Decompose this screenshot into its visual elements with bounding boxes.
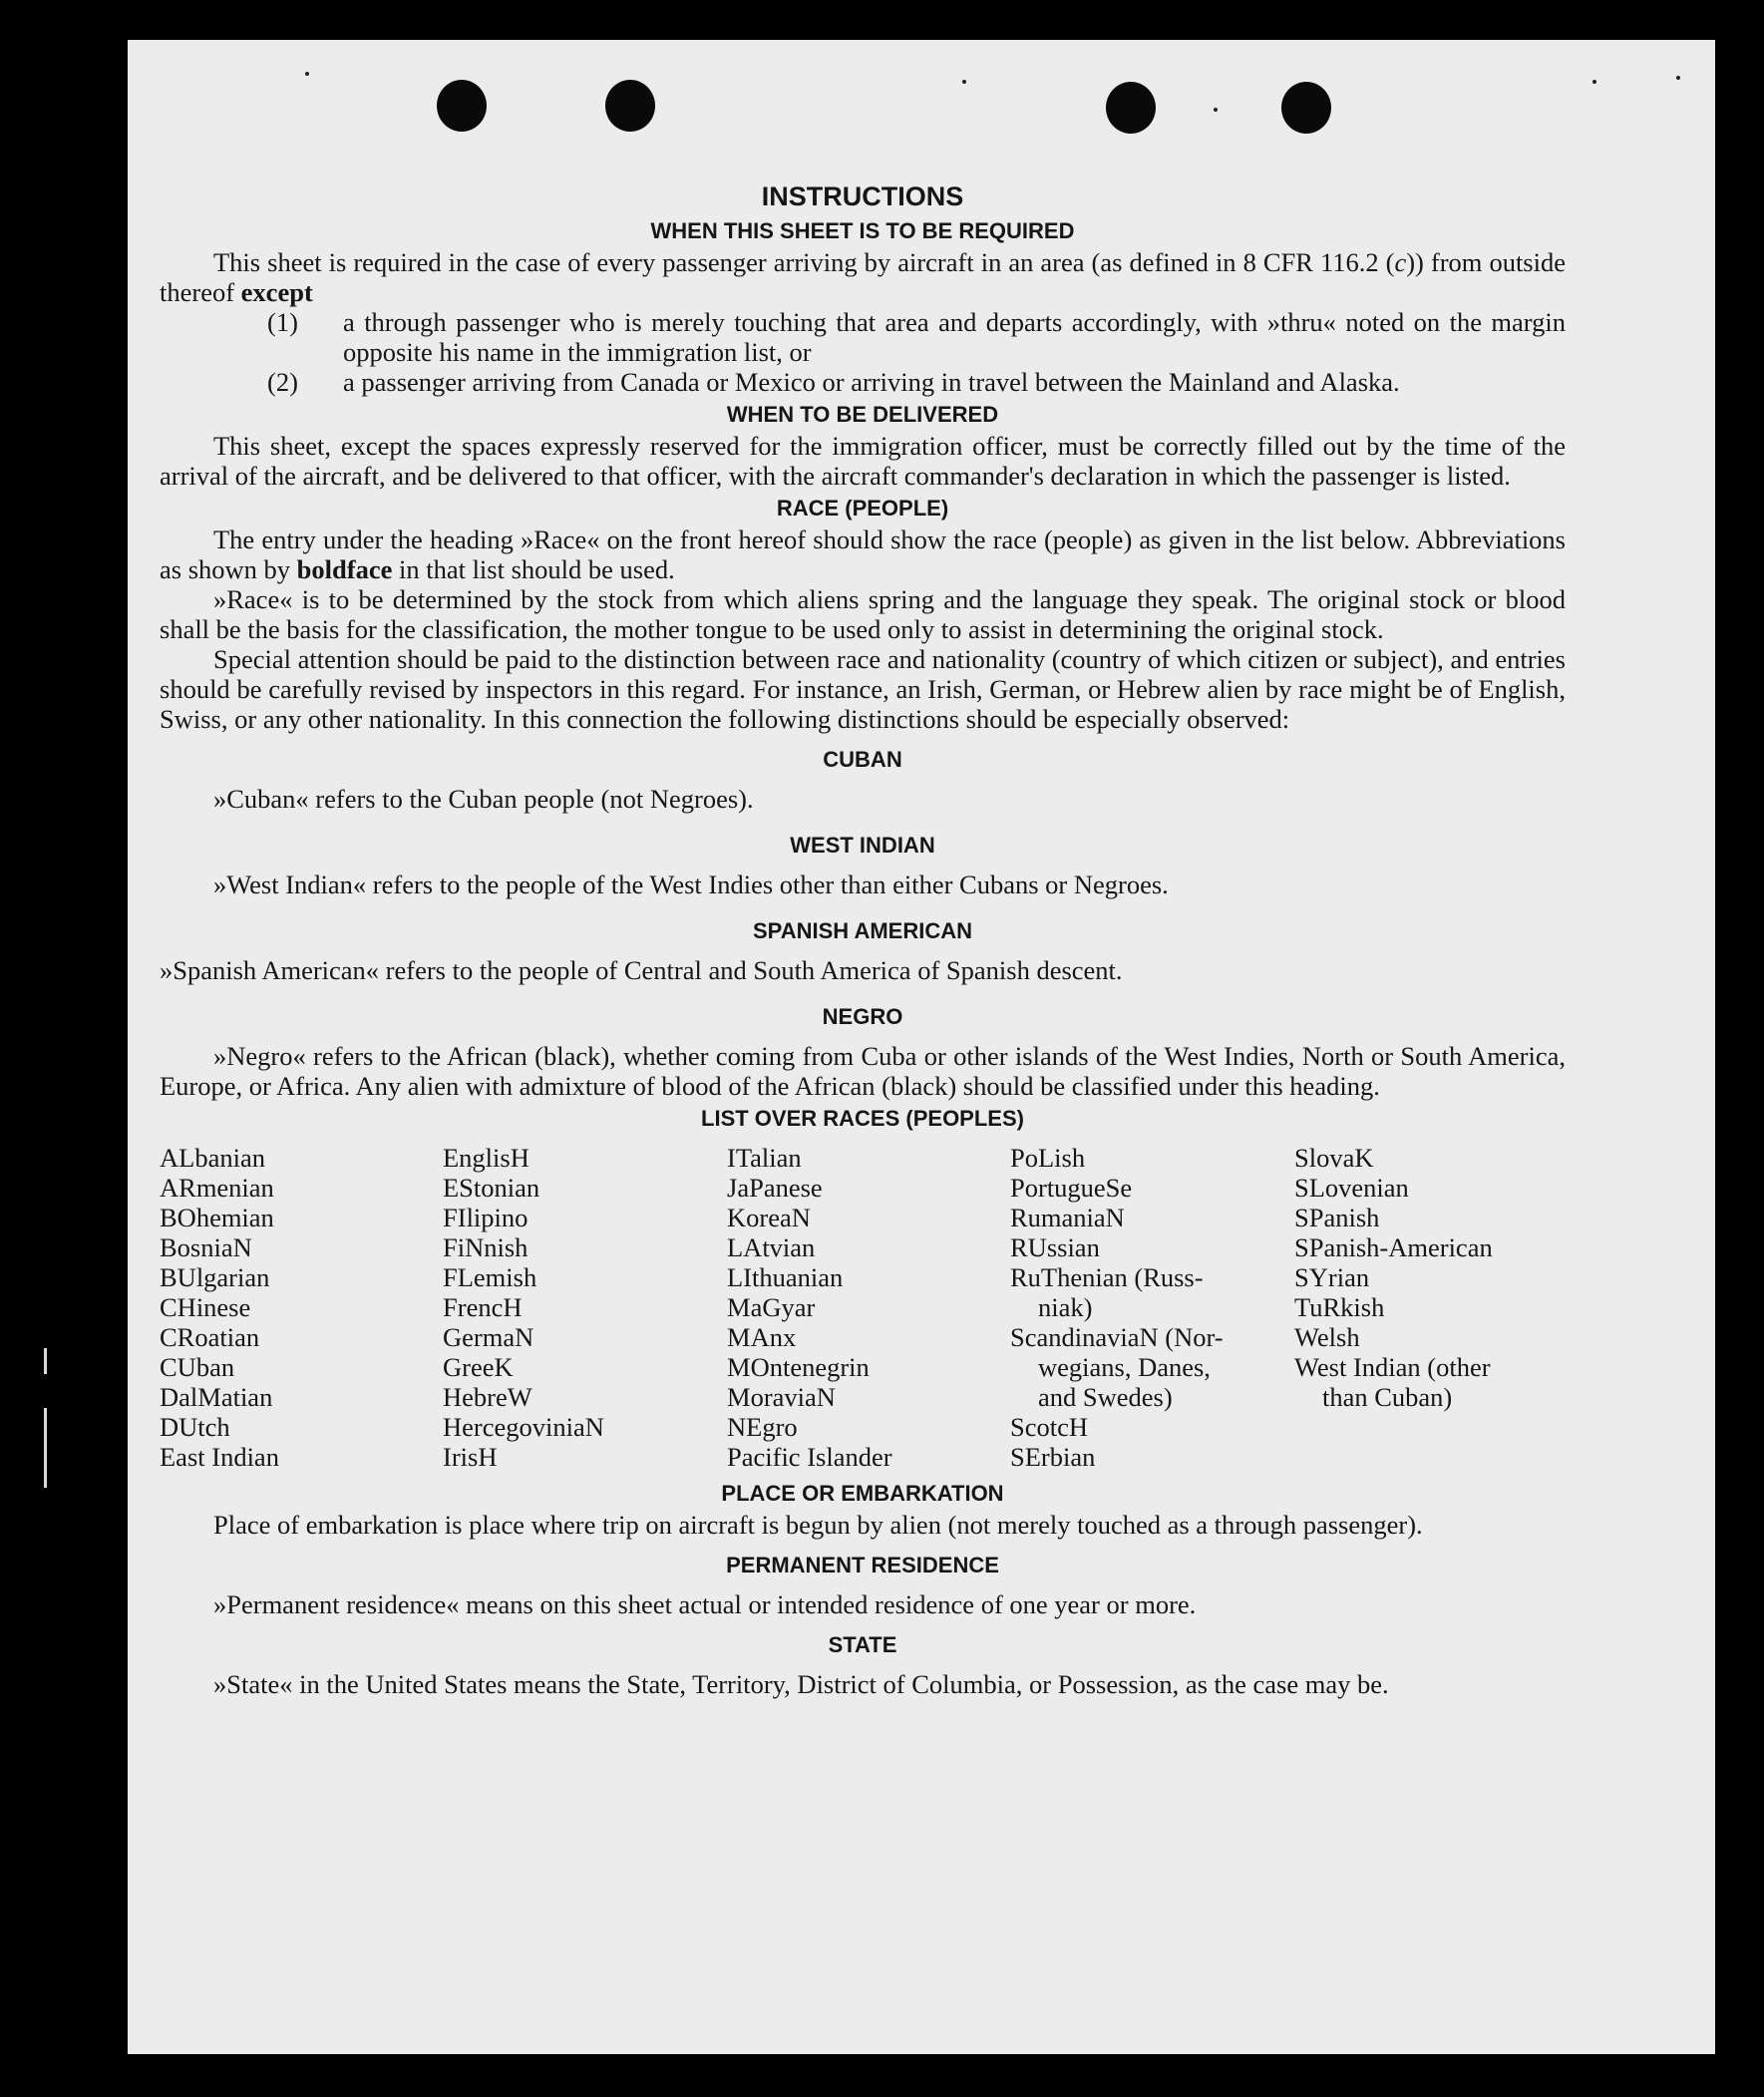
race-entry: LIthuanian	[727, 1262, 844, 1292]
exception-list	[267, 307, 1566, 397]
exception-item	[267, 367, 1566, 397]
race-entry: PoLish	[1010, 1143, 1086, 1173]
race-entry: than Cuban)	[1322, 1382, 1453, 1412]
race-entry: RUssian	[1010, 1232, 1100, 1262]
race-entry: JaPanese	[727, 1173, 823, 1203]
race-entry: niak)	[1038, 1292, 1093, 1322]
intro-text: This sheet is required in the case of every passenger arriving by aircraft in an area (as defined in 8 CFR 116.2 (	[213, 247, 1395, 277]
heading-race: RACE (PEOPLE)	[776, 496, 949, 521]
race-list-column	[160, 1143, 443, 1472]
speck	[962, 80, 966, 84]
item-number: (1)	[267, 307, 298, 337]
race-entry: SlovaK	[1294, 1143, 1374, 1173]
race-entry: MAnx	[727, 1322, 797, 1352]
instructions-body	[160, 179, 1566, 1699]
race-entry: RumaniaN	[1010, 1203, 1125, 1232]
race-entry: PortugueSe	[1010, 1173, 1133, 1203]
race-entry: MOntenegrin	[727, 1352, 870, 1382]
item-text: a passenger arriving from Canada or Mexico or arriving in travel between the Mainland and Alaska.	[343, 367, 1400, 397]
race-entry: NEgro	[727, 1412, 798, 1442]
race-list-column	[1010, 1143, 1294, 1472]
race-entry: FiNnish	[443, 1232, 529, 1262]
left-edge-mark	[44, 1408, 47, 1488]
race-entry: TuRkish	[1294, 1292, 1385, 1322]
race-entry: CRoatian	[160, 1322, 260, 1352]
race-text: The entry under the heading »Race« on the front hereof should show the race (people) as given in the list below. Abbreviations as shown by	[160, 524, 1566, 584]
race-entry: FrencH	[443, 1292, 523, 1322]
heading-cuban: CUBAN	[823, 747, 902, 772]
when-required-intro	[160, 247, 1566, 307]
race-entry: KoreaN	[727, 1203, 811, 1232]
heading-state: STATE	[828, 1632, 897, 1657]
race-list-column	[1294, 1143, 1566, 1472]
intro-except: except	[240, 277, 313, 307]
state-text: »State« in the United States means the State, Territory, District of Columbia, or Possession, as the case may be.	[213, 1669, 1389, 1699]
race-entry: BUlgarian	[160, 1262, 270, 1292]
race-entry: and Swedes)	[1038, 1382, 1173, 1412]
cuban-text: »Cuban« refers to the Cuban people (not Negroes).	[213, 784, 754, 814]
race-entry: SErbian	[1010, 1442, 1096, 1472]
item-number: (2)	[267, 367, 298, 397]
race-entry: FIlipino	[443, 1203, 529, 1232]
race-entry: GermaN	[443, 1322, 534, 1352]
heading-race-list: LIST OVER RACES (PEOPLES)	[701, 1106, 1024, 1131]
race-paragraph-2: »Race« is to be determined by the stock from which aliens spring and the language they speak. The original stock or blood shall be the basis for the classification, the mother tongue to be used only to assist in determining the original stock.	[160, 584, 1566, 644]
race-entry: ARmenian	[160, 1173, 274, 1203]
race-entry: ITalian	[727, 1143, 802, 1173]
race-entry: SLovenian	[1294, 1173, 1409, 1203]
heading-spanish-american: SPANISH AMERICAN	[752, 918, 972, 943]
left-edge-mark	[44, 1348, 47, 1374]
speck	[1592, 80, 1596, 84]
race-paragraph-1	[160, 524, 1566, 584]
heading-negro: NEGRO	[822, 1004, 903, 1029]
race-entry: ScotcH	[1010, 1412, 1089, 1442]
heading-west-indian: WEST INDIAN	[790, 833, 935, 858]
intro-text: )) from outside thereof	[160, 247, 1566, 307]
punch-hole	[1281, 82, 1331, 134]
heading-when-delivered: WHEN TO BE DELIVERED	[726, 402, 999, 427]
spanish-american-text: »Spanish American« refers to the people of Central and South America of Spanish descent.	[160, 955, 1123, 985]
race-list-column	[727, 1143, 1010, 1472]
race-entry: LAtvian	[727, 1232, 816, 1262]
residence-text: »Permanent residence« means on this sheet actual or intended residence of one year or more.	[213, 1589, 1197, 1619]
race-entry: HebreW	[443, 1382, 532, 1412]
when-delivered-text: This sheet, except the spaces expressly reserved for the immigration officer, must be correctly filled out by the time of the arrival of the aircraft, and be delivered to that officer, with the aircraft commander's declaration in which the passenger is listed.	[160, 431, 1566, 491]
race-entry: SPanish	[1294, 1203, 1380, 1232]
race-list-column	[443, 1143, 727, 1472]
race-entry: Pacific Islander	[727, 1442, 892, 1472]
race-entry: DalMatian	[160, 1382, 273, 1412]
speck	[1214, 108, 1218, 112]
race-entry: ALbanian	[160, 1143, 265, 1173]
race-entry: IrisH	[443, 1442, 498, 1472]
intro-italic: c	[1394, 247, 1407, 277]
punch-hole	[605, 80, 655, 132]
page-title: INSTRUCTIONS	[761, 181, 964, 211]
punch-hole	[1106, 82, 1156, 134]
instruction-sheet	[128, 40, 1715, 2054]
race-entry: BOhemian	[160, 1203, 274, 1232]
race-entry: FLemish	[443, 1262, 537, 1292]
speck	[305, 72, 309, 76]
race-list	[160, 1143, 1566, 1472]
race-paragraph-3: Special attention should be paid to the distinction between race and nationality (country of which citizen or subject), and entries should be carefully revised by inspectors in this regard. For instance, an Irish, German, or Hebrew alien by race might be of English, Swiss, or any other nationality. In this connection the following distinctions should be especially observed:	[160, 644, 1566, 734]
race-entry: SPanish-American	[1294, 1232, 1493, 1262]
race-entry: GreeK	[443, 1352, 514, 1382]
race-entry: ScandinaviaN (Nor-	[1010, 1322, 1224, 1352]
west-indian-text: »West Indian« refers to the people of the West Indies other than either Cubans or Negroes.	[213, 870, 1169, 899]
exception-item	[267, 307, 1566, 367]
heading-embarkation: PLACE OR EMBARKATION	[721, 1481, 1004, 1506]
race-entry: EStonian	[443, 1173, 540, 1203]
heading-permanent-residence: PERMANENT RESIDENCE	[726, 1553, 999, 1577]
race-entry: DUtch	[160, 1412, 230, 1442]
race-entry: SYrian	[1294, 1262, 1370, 1292]
race-boldface: boldface	[296, 554, 393, 584]
race-entry: EnglisH	[443, 1143, 529, 1173]
negro-text: »Negro« refers to the African (black), whether coming from Cuba or other islands of the West Indies, North or South America, Europe, or Africa. Any alien with admixture of blood of the African (black) should be classified under this heading.	[160, 1041, 1566, 1101]
speck	[1676, 76, 1680, 80]
heading-when-required: WHEN THIS SHEET IS TO BE REQUIRED	[650, 218, 1075, 243]
race-entry: MoraviaN	[727, 1382, 836, 1412]
race-entry: BosniaN	[160, 1232, 252, 1262]
race-entry: MaGyar	[727, 1292, 816, 1322]
race-text: in that list should be used.	[392, 554, 675, 584]
item-text: a through passenger who is merely touching that area and departs accordingly, with »thru« noted on the margin opposite his name in the immigration list, or	[343, 307, 1566, 367]
punch-hole	[437, 80, 487, 132]
race-entry: RuThenian (Russ-	[1010, 1262, 1204, 1292]
race-entry: West Indian (other	[1294, 1352, 1491, 1382]
race-entry: wegians, Danes,	[1038, 1352, 1211, 1382]
race-entry: CHinese	[160, 1292, 251, 1322]
embarkation-text: Place of embarkation is place where trip on aircraft is begun by alien (not merely touched as a through passenger).	[213, 1510, 1423, 1540]
race-entry: Welsh	[1294, 1322, 1360, 1352]
race-entry: HercegoviniaN	[443, 1412, 604, 1442]
race-entry: East Indian	[160, 1442, 279, 1472]
race-entry: CUban	[160, 1352, 235, 1382]
